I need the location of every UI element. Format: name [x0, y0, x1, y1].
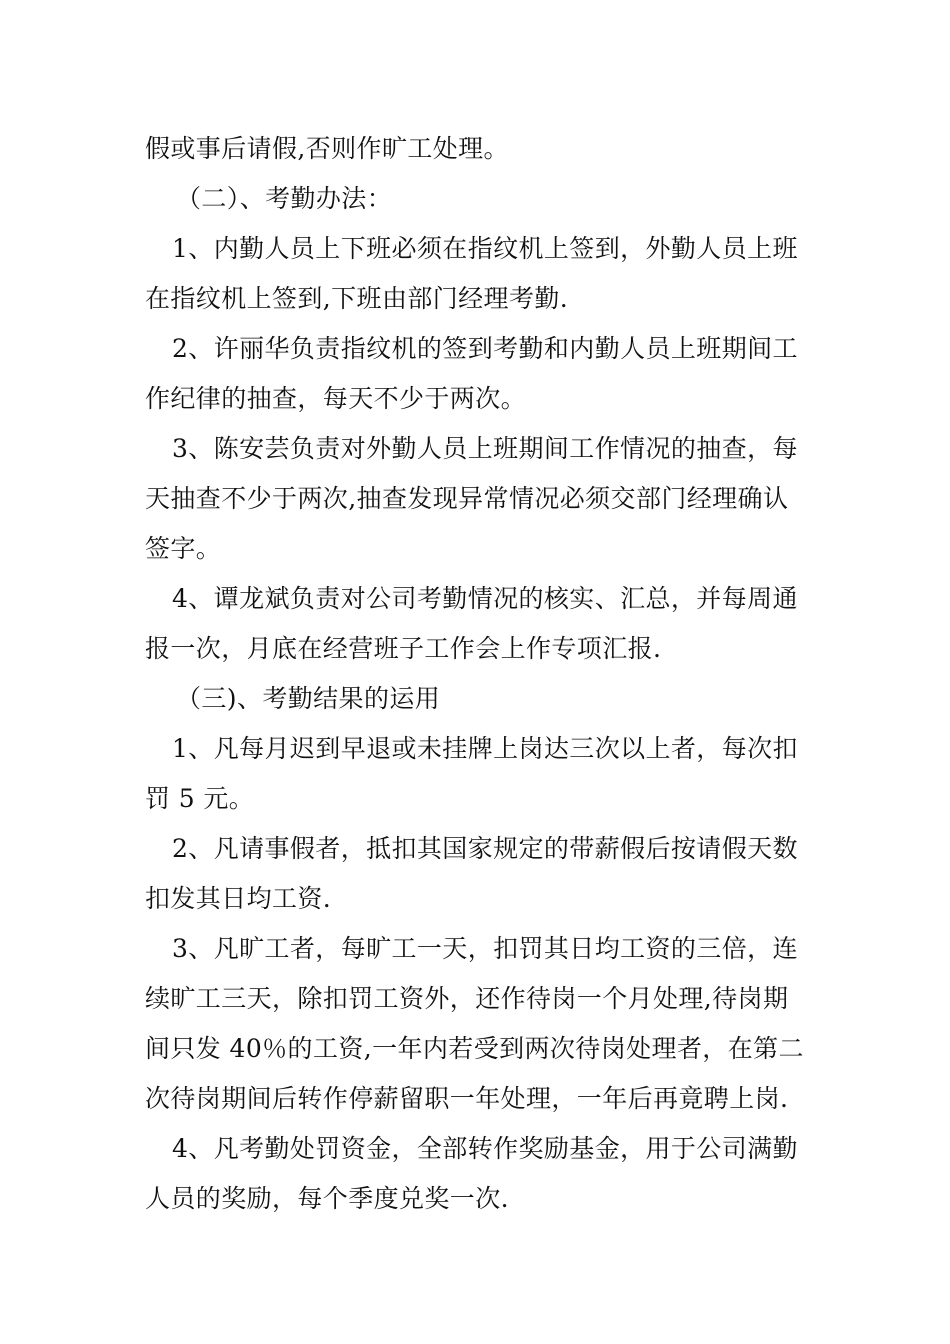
text-line: 2、许丽华负责指纹机的签到考勤和内勤人员上班期间工 [172, 334, 798, 363]
text-line: 罚 5 元。 [145, 784, 255, 813]
text-line: 间只发 40％的工资,一年内若受到两次待岗处理者，在第二 [145, 1034, 804, 1063]
text-line: 1、内勤人员上下班必须在指纹机上签到，外勤人员上班 [172, 234, 798, 263]
text-line: 签字。 [145, 534, 222, 563]
text-line: 次待岗期间后转作停薪留职一年处理，一年后再竟聘上岗. [145, 1084, 789, 1113]
text-line: 在指纹机上签到,下班由部门经理考勤. [145, 284, 569, 313]
text-line: 扣发其日均工资. [145, 884, 332, 913]
text-line: 人员的奖励，每个季度兑奖一次. [145, 1184, 509, 1213]
text-line: 天抽查不少于两次,抽查发现异常情况必须交部门经理确认 [145, 484, 789, 513]
section-heading: （三)、考勤结果的运用 [176, 684, 441, 713]
text-line: 续旷工三天，除扣罚工资外，还作待岗一个月处理,待岗期 [145, 984, 789, 1013]
text-line: 3、凡旷工者，每旷工一天，扣罚其日均工资的三倍，连 [172, 934, 798, 963]
section-heading: （二）、考勤办法： [176, 184, 393, 213]
text-line: 作纪律的抽查，每天不少于两次。 [145, 384, 527, 413]
text-line: 4、凡考勤处罚资金，全部转作奖励基金，用于公司满勤 [172, 1134, 798, 1163]
text-line: 3、陈安芸负责对外勤人员上班期间工作情况的抽查，每 [172, 434, 798, 463]
text-line: 4、谭龙斌负责对公司考勤情况的核实、汇总，并每周通 [172, 584, 798, 613]
text-line: 1、凡每月迟到早退或未挂牌上岗达三次以上者，每次扣 [172, 734, 798, 763]
text-line: 报一次，月底在经营班子工作会上作专项汇报. [145, 634, 662, 663]
text-line: 2、凡请事假者，抵扣其国家规定的带薪假后按请假天数 [172, 834, 798, 863]
text-line: 假或事后请假,否则作旷工处理。 [145, 134, 509, 163]
